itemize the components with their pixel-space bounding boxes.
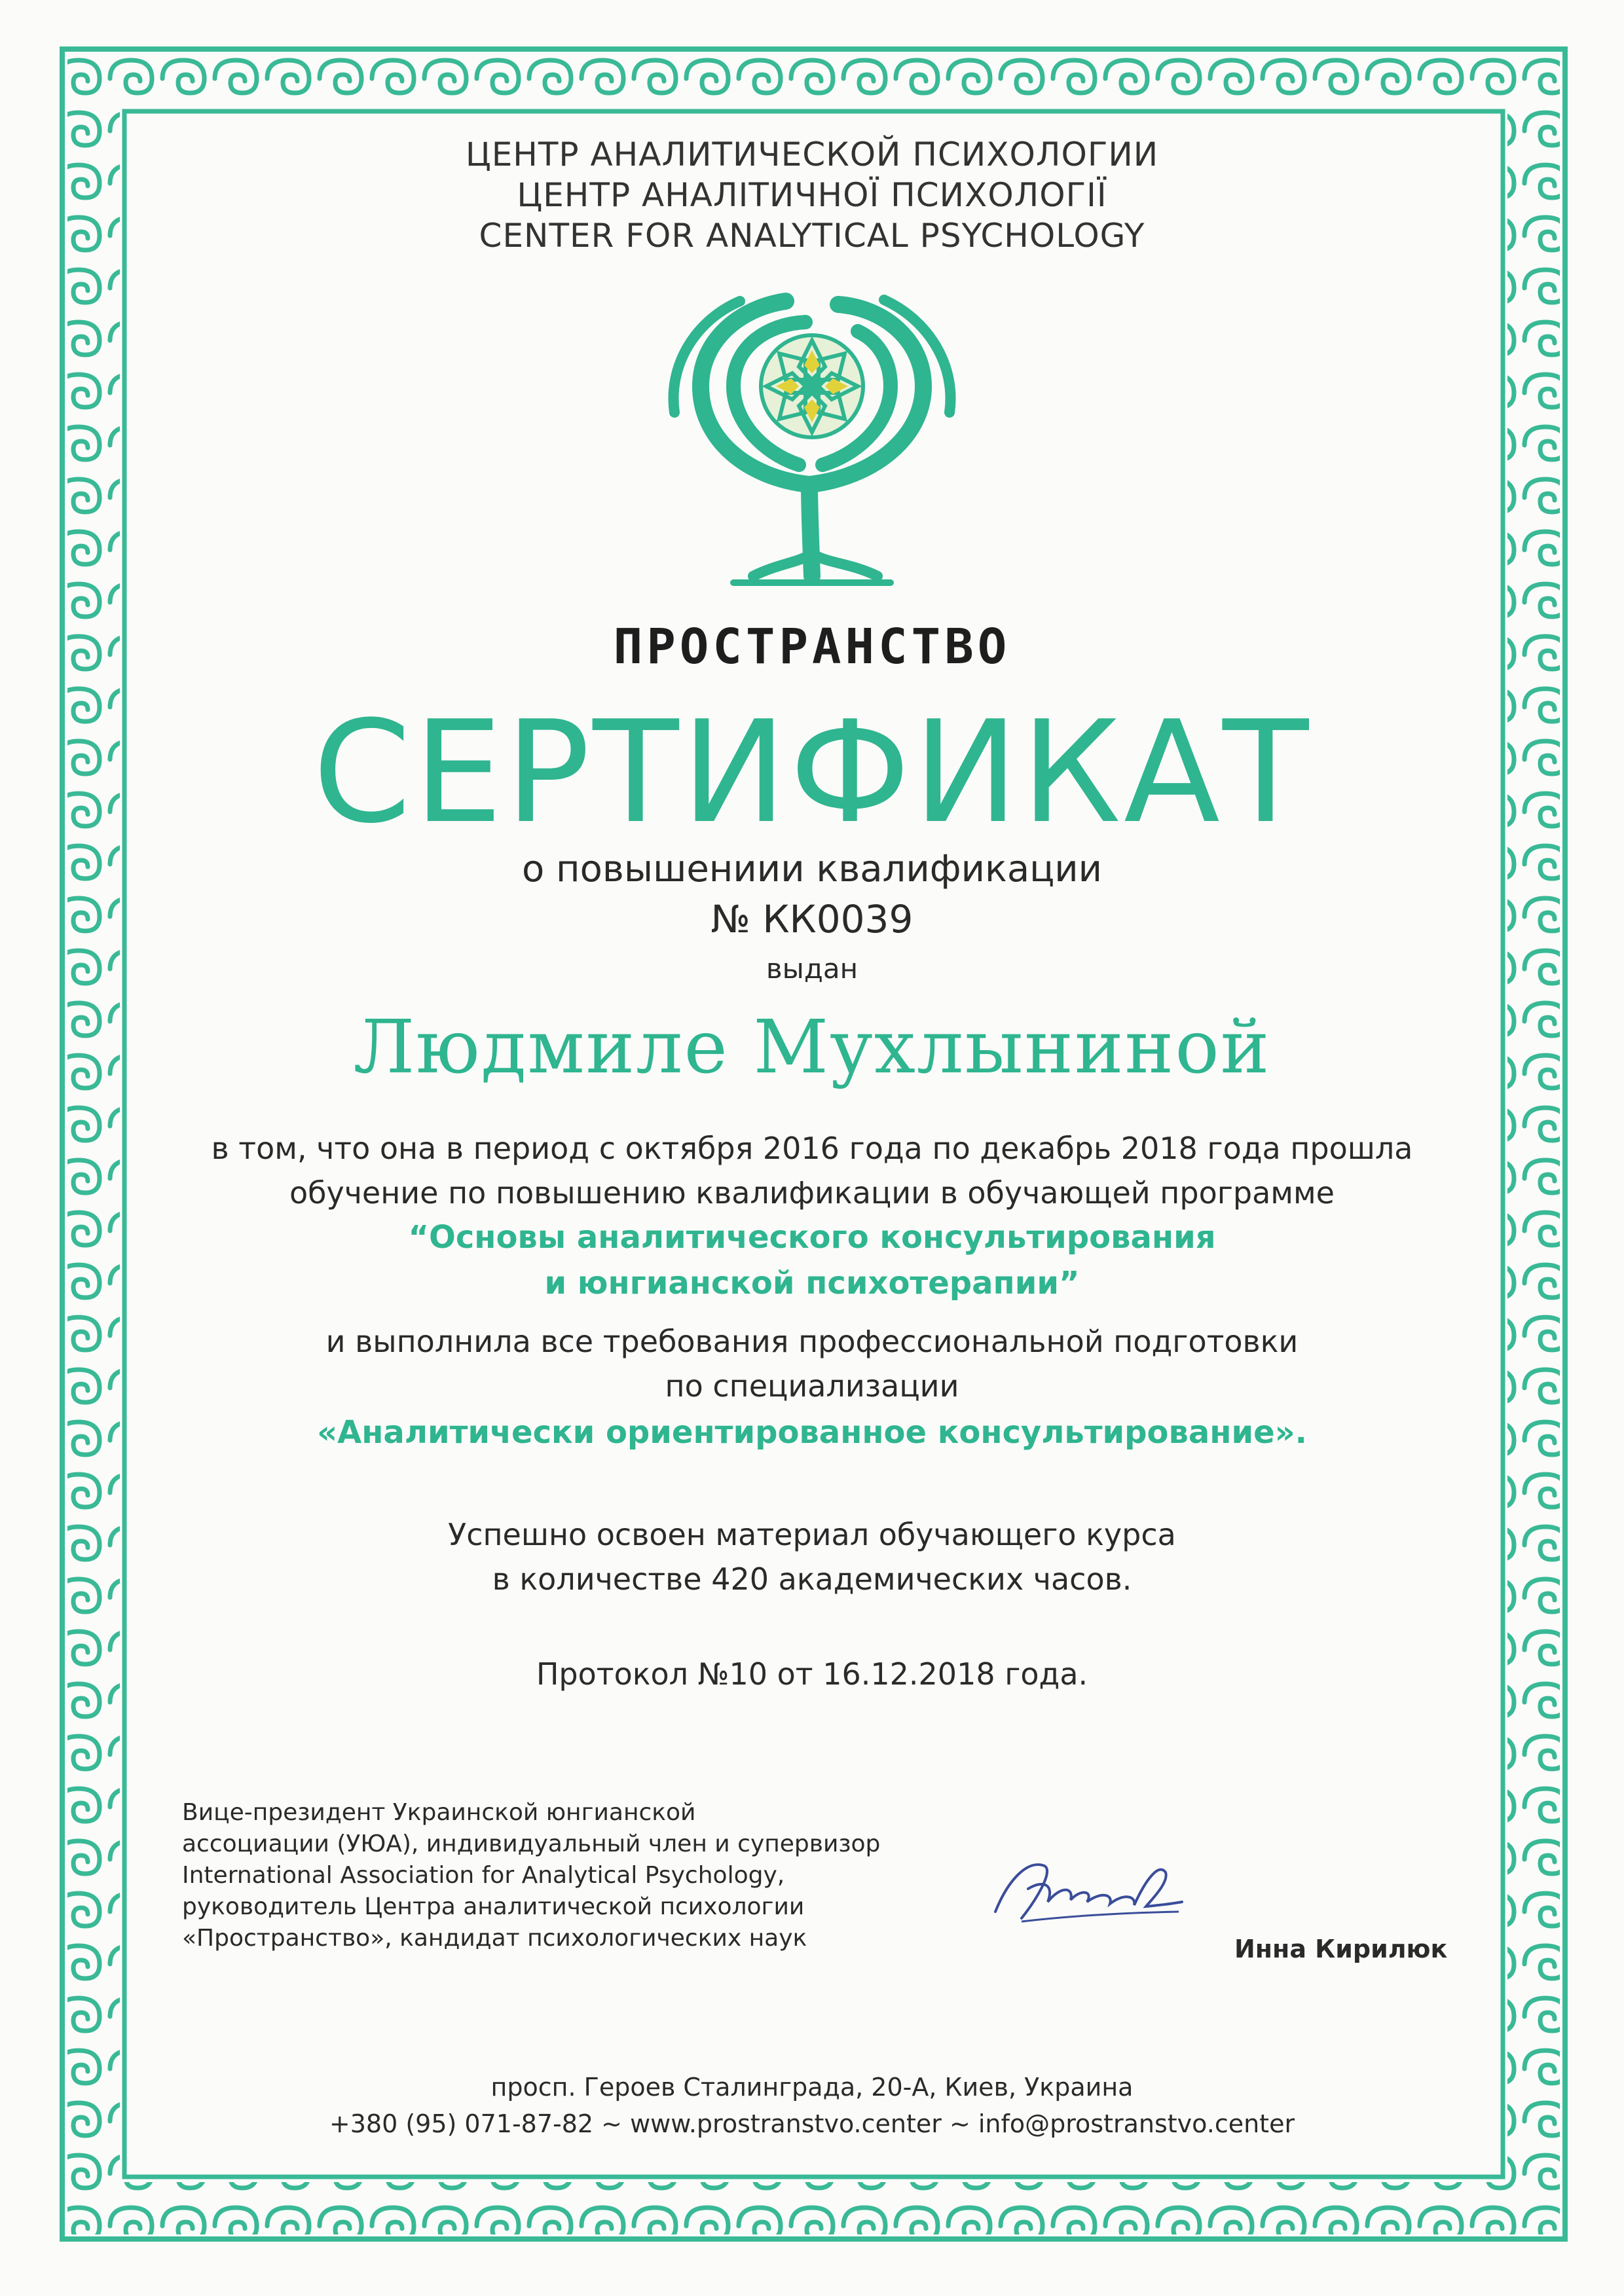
body-line: в том, что она в период с октября 2016 года по декабрь 2018 года прошла — [211, 1131, 1413, 1166]
org-name-ua: ЦЕНТР АНАЛІТИЧНОЇ ПСИХОЛОГІЇ — [517, 176, 1107, 214]
body-paragraph-2 — [0, 1319, 1624, 1408]
program-title — [0, 1214, 1624, 1306]
course-hours — [0, 1512, 1624, 1601]
footer-contact-line: +380 (95) 071-87-82 ~ www.prostranstvo.center ~ info@prostranstvo.center — [329, 2109, 1295, 2138]
body-line: Успешно освоен материал обучающего курса — [448, 1517, 1176, 1552]
footer-contacts — [0, 2069, 1624, 2142]
program-line: и юнгианской психотерапии” — [544, 1265, 1080, 1302]
recipient-name: Людмиле Мухлыниной — [353, 1005, 1271, 1090]
signer-line: руководитель Центра аналитической психологии — [182, 1893, 805, 1920]
certificate-subtitle: о повышениии квалификации — [521, 848, 1103, 890]
issued-label: выдан — [766, 953, 858, 985]
signer-line: Вице-президент Украинской юнгианской — [182, 1799, 696, 1826]
signature-icon — [982, 1840, 1192, 1931]
body-line: по специализации — [665, 1368, 959, 1404]
org-name-ru: ЦЕНТР АНАЛИТИЧЕСКОЙ ПСИХОЛОГИИ — [465, 136, 1159, 173]
body-line: обучение по повышению квалификации в обучающей программе — [289, 1175, 1335, 1211]
protocol-line: Протокол №10 от 16.12.2018 года. — [536, 1656, 1088, 1692]
body-paragraph-1 — [0, 1126, 1624, 1215]
signer-name: Инна Кирилюк — [1234, 1935, 1448, 1963]
program-line: “Основы аналитического консультирования — [408, 1219, 1216, 1256]
specialization: «Аналитически ориентированное консультирование». — [317, 1414, 1307, 1451]
certificate-title: СЕРТИФИКАТ — [312, 690, 1312, 854]
organization-header — [0, 134, 1624, 256]
signer-line: «Пространство», кандидат психологических наук — [182, 1925, 807, 1952]
body-line: и выполнила все требования профессиональной подготовки — [325, 1324, 1299, 1359]
body-line: в количестве 420 академических часов. — [492, 1561, 1132, 1597]
signer-line: International Association for Analytical Psychology, — [182, 1862, 785, 1889]
org-name-en: CENTER FOR ANALYTICAL PSYCHOLOGY — [479, 217, 1145, 255]
tree-mandala-icon — [655, 288, 969, 589]
footer-address: просп. Героев Сталинграда, 20-А, Киев, Украина — [490, 2073, 1134, 2102]
signer-credentials — [182, 1797, 942, 1954]
certificate-number: № КК0039 — [710, 897, 913, 941]
brand-name: ПРОСТРАНСТВО — [613, 619, 1011, 675]
signer-line: ассоциации (УЮА), индивидуальный член и супервизор — [182, 1831, 881, 1857]
